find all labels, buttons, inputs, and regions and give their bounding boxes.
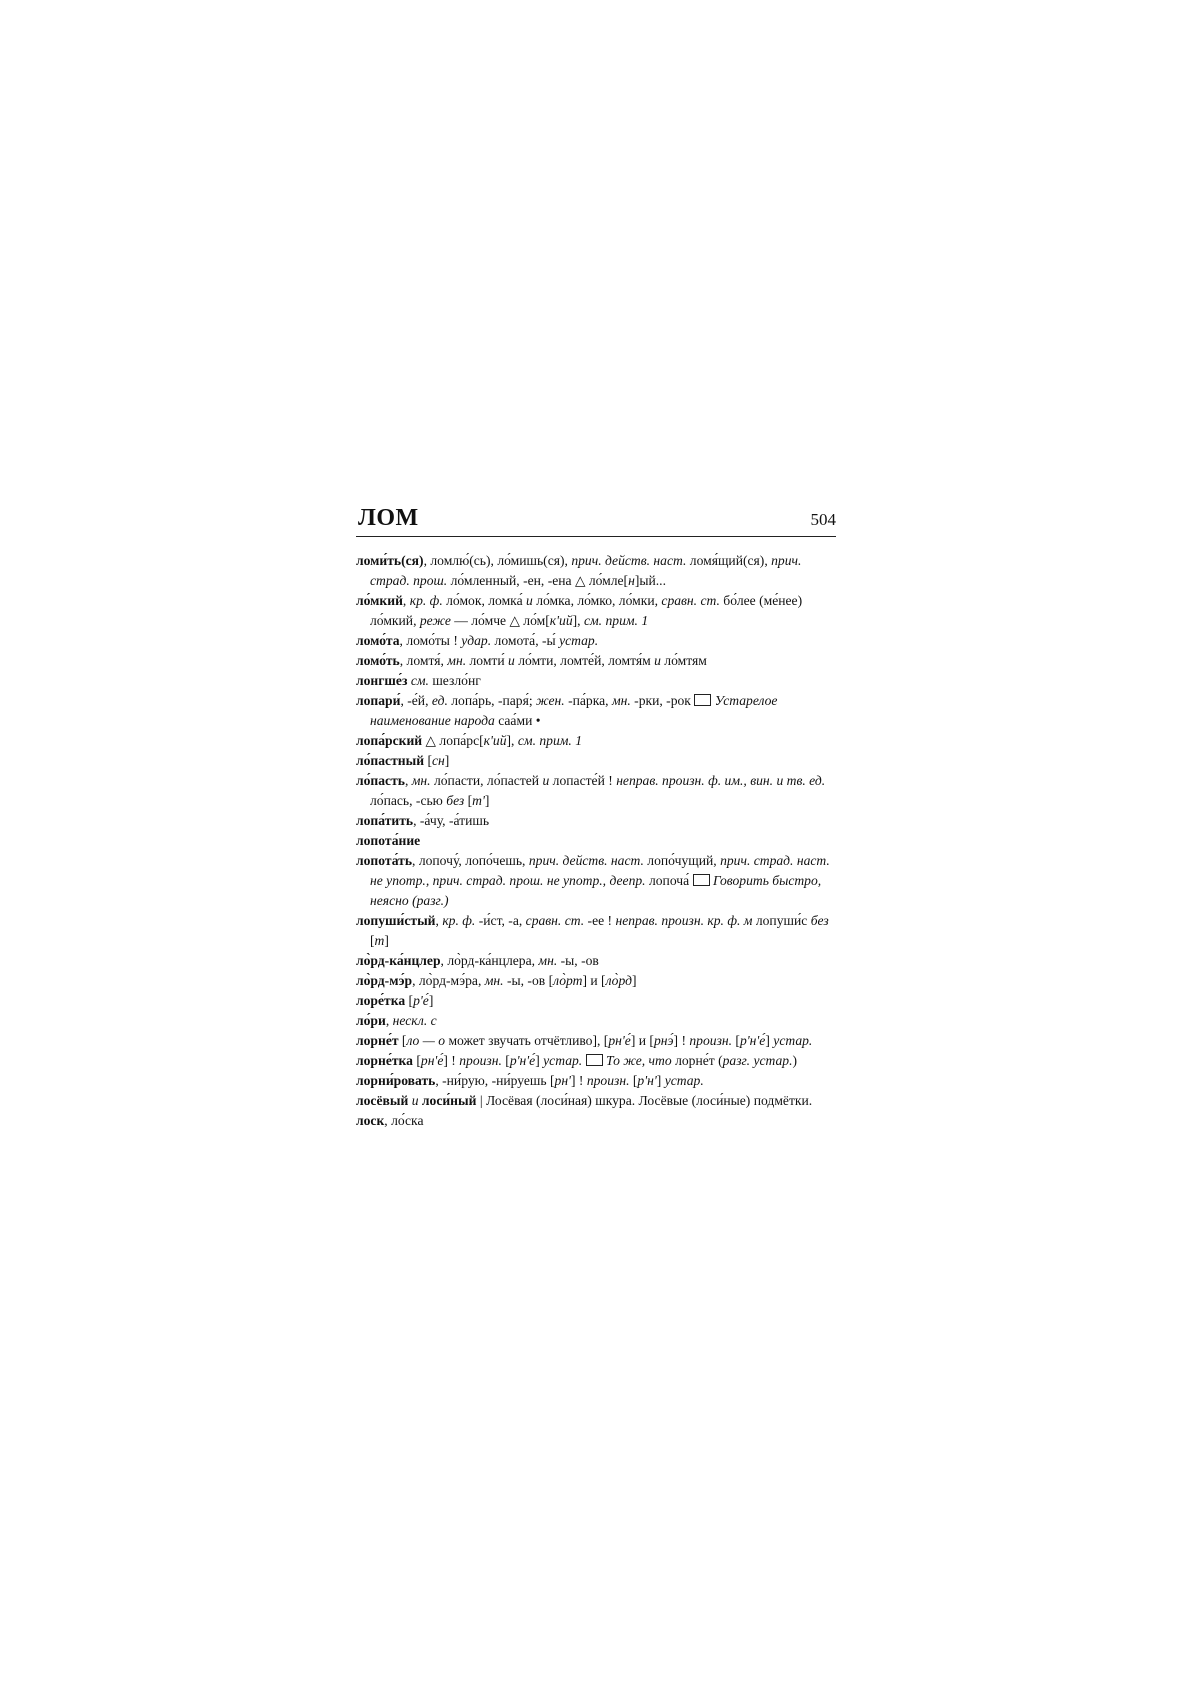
definition-box-icon xyxy=(586,1054,603,1066)
entry-text: , ломо́ты ! xyxy=(399,633,462,648)
headword: лорне́т xyxy=(356,1033,399,1048)
entry-text: [ xyxy=(501,1053,510,1068)
grammar-note: неправ. произн. ф. им., вин. и тв. ед. xyxy=(616,773,826,788)
entry-text: ло́пась, -сью xyxy=(370,793,447,808)
entry-text: ] xyxy=(656,1073,665,1088)
headword: лонгше́з xyxy=(356,673,408,688)
grammar-note: к'ий xyxy=(549,613,573,628)
grammar-note: р'н'е́ xyxy=(739,1033,766,1048)
grammar-note: рн' xyxy=(554,1073,571,1088)
entry-list xyxy=(356,551,836,1131)
grammar-note: ед. xyxy=(431,693,448,708)
entry-text: [ xyxy=(412,1053,421,1068)
grammar-note: и xyxy=(411,1093,419,1108)
dictionary-entry xyxy=(356,1051,836,1071)
entry-text: ]ый... xyxy=(634,573,666,588)
entry-text: лопасте́й ! xyxy=(549,773,617,788)
grammar-note: прич. страд. наст. не употр., прич. страд. прош. не употр., деепр. xyxy=(370,853,830,888)
entry-text: шезло́нг xyxy=(428,673,481,688)
entry-text: бо́лее (ме́нее) ло́мкий, xyxy=(370,593,803,628)
entry-text: -ее ! xyxy=(584,913,616,928)
entry-text: ло́мка, ло́мко, ло́мки, xyxy=(532,593,662,608)
entry-text: ломя́щий(ся), xyxy=(686,553,772,568)
grammar-note: прич. страд. прош. xyxy=(370,553,802,588)
dictionary-entry xyxy=(356,1011,836,1031)
grammar-note: мн. xyxy=(447,653,467,668)
grammar-note: р'н'е́ xyxy=(509,1053,536,1068)
entry-text: [ xyxy=(629,1073,638,1088)
entry-text: , xyxy=(402,593,410,608)
grammar-note: нескл. с xyxy=(392,1013,437,1028)
grammar-note: жен. xyxy=(536,693,565,708)
grammar-note: и xyxy=(542,773,550,788)
grammar-note: ло̀рт xyxy=(553,973,583,988)
headword: лопа́рский xyxy=(356,733,423,748)
grammar-note: р'е́ xyxy=(413,993,429,1008)
entry-text: [ xyxy=(424,753,432,768)
dictionary-entry xyxy=(356,991,836,1011)
definition-box-icon xyxy=(694,694,711,706)
entry-text: ] и [ xyxy=(630,1033,654,1048)
entry-text: ] xyxy=(384,933,389,948)
entry-text: ло́мти, ломте́й, ломтя́м xyxy=(514,653,655,668)
entry-text: саа́ми • xyxy=(494,713,541,728)
entry-text: ] ! xyxy=(570,1073,587,1088)
grammar-note: мн. xyxy=(538,953,558,968)
entry-text: , ломтя́, xyxy=(399,653,448,668)
headword: лопота́ние xyxy=(356,833,421,848)
entry-text: , xyxy=(385,1013,393,1028)
running-head: ЛОМ xyxy=(358,505,419,531)
grammar-note: прич. действ. наст. xyxy=(528,853,644,868)
dictionary-entry xyxy=(356,1071,836,1091)
entry-text: — ло́мче △ ло́м[ xyxy=(450,613,550,628)
headword: лопари́ xyxy=(356,693,401,708)
entry-text: ло́пасти, ло́пастей xyxy=(430,773,543,788)
dictionary-entry xyxy=(356,691,836,731)
grammar-note: удар. xyxy=(461,633,492,648)
definition-box-icon xyxy=(693,874,710,886)
grammar-note: мн. xyxy=(611,693,631,708)
grammar-note: т xyxy=(374,933,385,948)
grammar-note: сравн. ст. xyxy=(525,913,585,928)
entry-text: лопо́чущий, xyxy=(643,853,721,868)
entry-text: ] xyxy=(444,753,450,768)
grammar-note: кр. ф. xyxy=(442,913,476,928)
entry-text: ло́мок, ломка́ xyxy=(442,593,527,608)
dictionary-entry xyxy=(356,1111,836,1131)
dictionary-entry xyxy=(356,1031,836,1051)
entry-text: ломота́, -ы́ xyxy=(491,633,560,648)
entry-text: [ xyxy=(398,1033,407,1048)
grammar-note: т' xyxy=(472,793,485,808)
grammar-note: и xyxy=(654,653,661,668)
headword: ломи́ть(ся) xyxy=(356,553,424,568)
entry-text: , ло̀рд-ка́нцлера, xyxy=(440,953,539,968)
dictionary-entry xyxy=(356,631,836,651)
grammar-note: разг. устар. xyxy=(722,1053,793,1068)
grammar-note: устар. xyxy=(543,1053,583,1068)
grammar-note: рн'е́ xyxy=(420,1053,444,1068)
entry-text: ] ! xyxy=(673,1033,690,1048)
grammar-note: ло — о xyxy=(406,1033,446,1048)
headword: ло̀рд-мэ́р xyxy=(356,973,413,988)
headword: лорни́ровать xyxy=(356,1073,436,1088)
grammar-note: произн. xyxy=(459,1053,502,1068)
entry-text: ] xyxy=(765,1033,774,1048)
entry-text: ], xyxy=(506,733,518,748)
grammar-note: см. прим. 1 xyxy=(517,733,583,748)
entry-text: ] xyxy=(484,793,490,808)
grammar-note: и xyxy=(526,593,533,608)
grammar-note: см. xyxy=(410,673,429,688)
grammar-note: произн. xyxy=(689,1033,733,1048)
entry-text: , -ни́рую, -ни́руешь [ xyxy=(435,1073,555,1088)
entry-text: , xyxy=(435,913,443,928)
page-header xyxy=(356,505,836,535)
dictionary-entry xyxy=(356,771,836,811)
grammar-note: Устарелое наименование народа xyxy=(370,693,778,728)
grammar-note: ло̀рд xyxy=(605,973,632,988)
grammar-note: кр. ф. xyxy=(409,593,443,608)
grammar-note: р'н' xyxy=(637,1073,657,1088)
headword: ломо́ть xyxy=(356,653,400,668)
grammar-note: мн. xyxy=(411,773,431,788)
grammar-note: н xyxy=(628,573,635,588)
grammar-note: и xyxy=(508,653,515,668)
dictionary-entry xyxy=(356,971,836,991)
entry-text: ], xyxy=(572,613,584,628)
entry-text: [ xyxy=(464,793,473,808)
dictionary-entry xyxy=(356,671,836,691)
dictionary-entry xyxy=(356,811,836,831)
headword: лоси́ный xyxy=(421,1093,477,1108)
grammar-note: устар. xyxy=(559,633,599,648)
grammar-note: сравн. ст. xyxy=(661,593,720,608)
entry-text: лорне́т ( xyxy=(671,1053,723,1068)
entry-text: лопа́рь, -паря́; xyxy=(447,693,537,708)
dictionary-entry xyxy=(356,731,836,751)
entry-text: , xyxy=(404,773,412,788)
entry-text: , ло́ска xyxy=(384,1113,424,1128)
dictionary-entry xyxy=(356,851,836,911)
entry-text: , лопочу́, лопо́чешь, xyxy=(412,853,529,868)
grammar-note: То же, что xyxy=(606,1053,672,1068)
grammar-note: устар. xyxy=(773,1033,813,1048)
entry-text: -рки, -рок xyxy=(630,693,695,708)
grammar-note: неправ. произн. кр. ф. м xyxy=(615,913,753,928)
entry-text: ] xyxy=(535,1053,544,1068)
entry-text: , -е́й, xyxy=(400,693,432,708)
grammar-note: без xyxy=(810,913,829,928)
headword: ло́пасть xyxy=(356,773,405,788)
entry-text: -па́рка, xyxy=(564,693,612,708)
headword: лопота́ть xyxy=(356,853,413,868)
entry-text: ло́мленный, -ен, -ена △ ло́мле[ xyxy=(447,573,629,588)
entry-text: ) xyxy=(792,1053,798,1068)
page-number: 504 xyxy=(810,510,836,529)
headword: лосёвый xyxy=(356,1093,409,1108)
grammar-note: сн xyxy=(431,753,445,768)
headword: ло́ри xyxy=(356,1013,386,1028)
headword: ло̀рд-ка́нцлер xyxy=(356,953,441,968)
dictionary-entry xyxy=(356,1091,836,1111)
grammar-note: прич. действ. наст. xyxy=(571,553,687,568)
dictionary-entry xyxy=(356,591,836,631)
grammar-note: к'ий xyxy=(483,733,507,748)
entry-text: [ xyxy=(370,933,375,948)
entry-text: ] xyxy=(428,993,434,1008)
entry-text: , -а́чу, -а́тишь xyxy=(413,813,490,828)
grammar-note: см. прим. 1 xyxy=(583,613,649,628)
entry-text: ] и [ xyxy=(582,973,606,988)
entry-text: может звучать отчётливо], [ xyxy=(445,1033,609,1048)
entry-text: -ы, -ов [ xyxy=(503,973,554,988)
grammar-note: устар. xyxy=(664,1073,704,1088)
grammar-note: без xyxy=(446,793,465,808)
headword: ло́пастный xyxy=(356,753,425,768)
dictionary-entry xyxy=(356,951,836,971)
entry-text: ] ! xyxy=(443,1053,460,1068)
grammar-note: мн. xyxy=(484,973,504,988)
entry-text: [ xyxy=(732,1033,740,1048)
entry-text: , ломлю́(сь), ло́мишь(ся), xyxy=(423,553,572,568)
entry-text: | Лосёвая (лоси́ная) шкура. Лосёвые (лоси́ные) подмётки. xyxy=(476,1093,813,1108)
entry-text: , ло̀рд-мэ́ра, xyxy=(412,973,485,988)
grammar-note: рн'е́ xyxy=(608,1033,631,1048)
entry-text: ломти́ xyxy=(466,653,509,668)
dictionary-page xyxy=(356,505,836,1131)
headword: ломо́та xyxy=(356,633,400,648)
headword: лоре́тка xyxy=(356,993,406,1008)
entry-text: [ xyxy=(405,993,414,1008)
headword: лопа́тить xyxy=(356,813,414,828)
dictionary-entry xyxy=(356,831,836,851)
entry-text: △ лопа́рс[ xyxy=(422,733,484,748)
entry-text: ло́мтям xyxy=(660,653,707,668)
grammar-note: рнэ́ xyxy=(653,1033,674,1048)
dictionary-entry xyxy=(356,651,836,671)
header-rule xyxy=(356,536,836,537)
grammar-note: Говорить быстро, неясно (разг.) xyxy=(370,873,822,908)
grammar-note: произн. xyxy=(586,1073,630,1088)
entry-text: ] xyxy=(631,973,637,988)
headword: лоск xyxy=(356,1113,385,1128)
entry-text: лопуши́с xyxy=(752,913,811,928)
headword: ло́мкий xyxy=(356,593,403,608)
entry-text: -ы, -ов xyxy=(557,953,599,968)
dictionary-entry xyxy=(356,751,836,771)
grammar-note: реже xyxy=(419,613,451,628)
headword: лопуши́стый xyxy=(356,913,436,928)
dictionary-entry xyxy=(356,551,836,591)
dictionary-entry xyxy=(356,911,836,951)
entry-text: -и́ст, -а, xyxy=(475,913,526,928)
headword: лорне́тка xyxy=(356,1053,413,1068)
entry-text: лопоча́ xyxy=(645,873,693,888)
